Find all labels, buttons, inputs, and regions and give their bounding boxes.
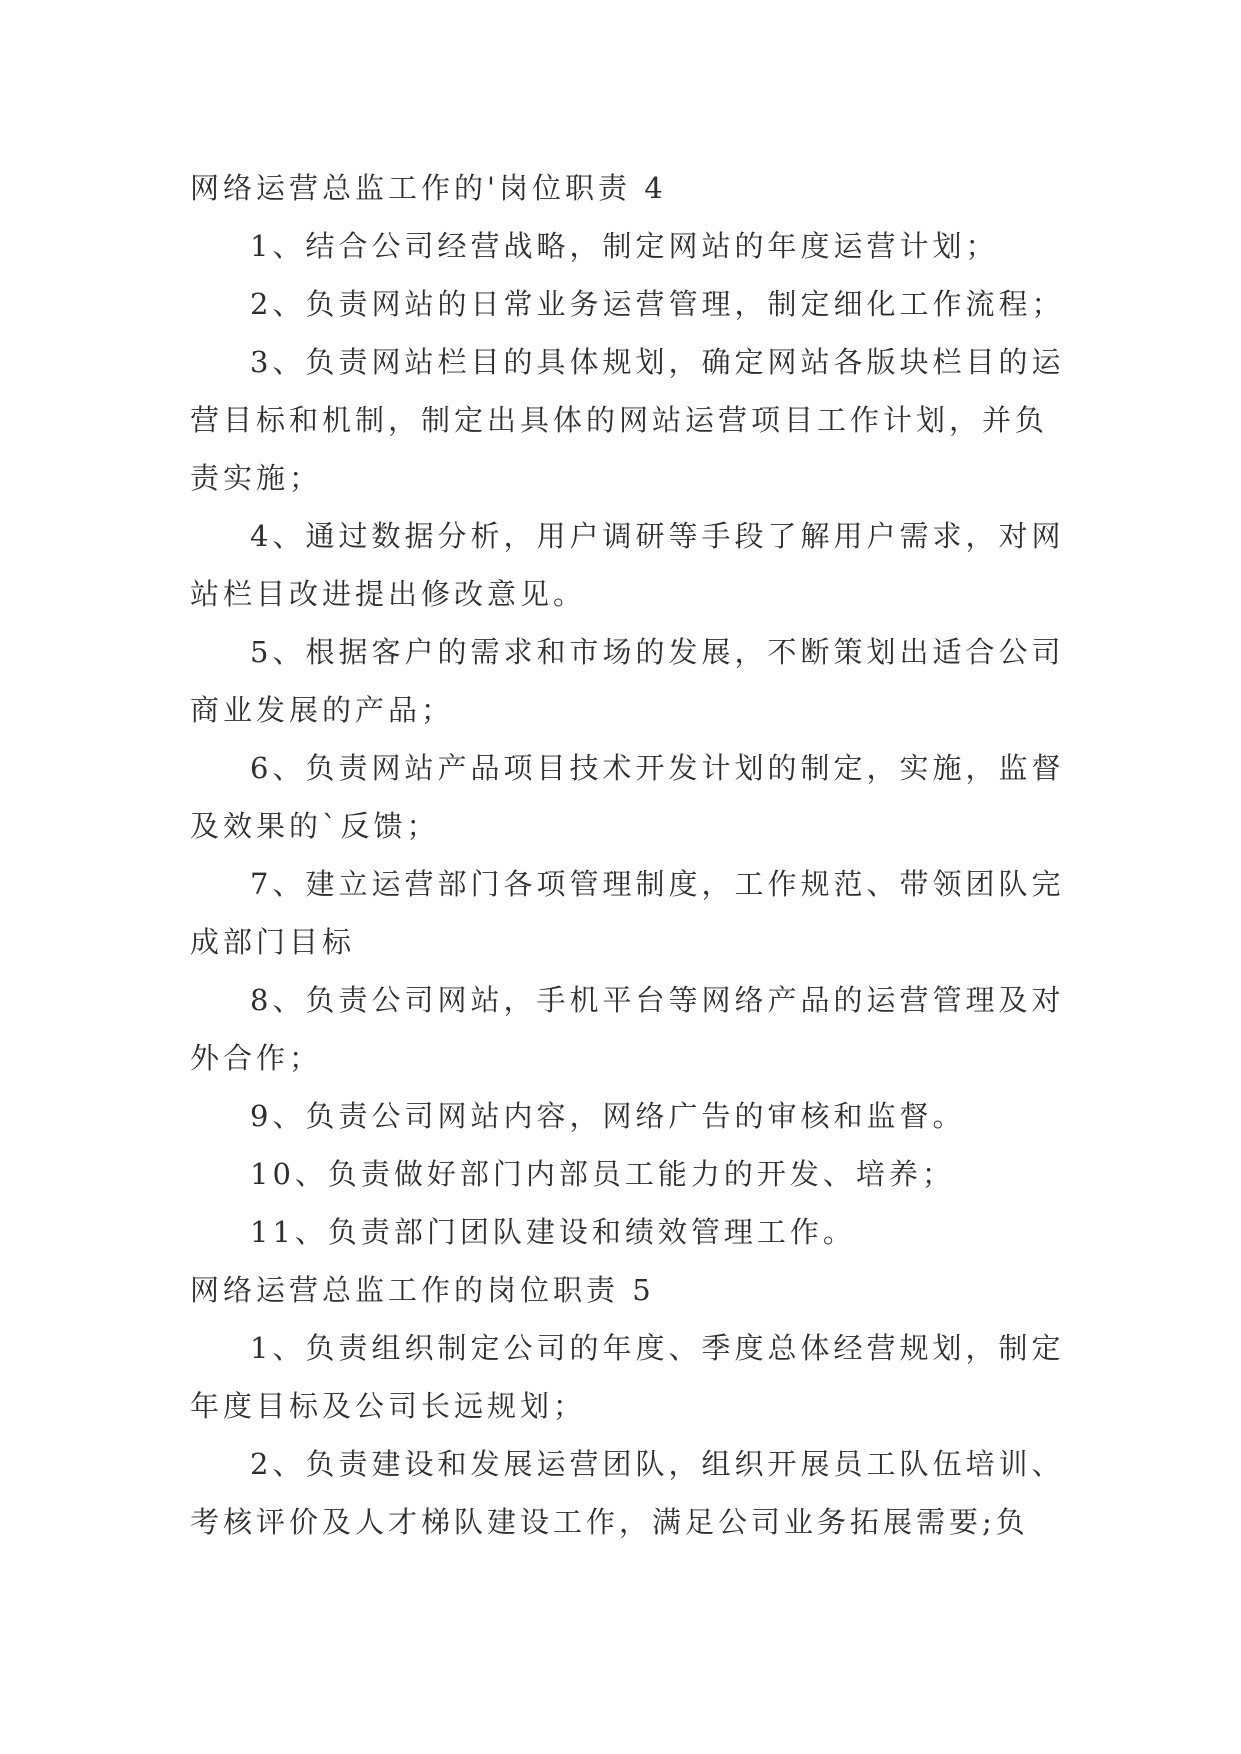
paragraph-5-1: 1、负责组织制定公司的年度、季度总体经营规划，制定年度目标及公司长远规划；	[190, 1331, 1065, 1423]
paragraph-4-11: 11、负责部门团队建设和绩效管理工作。	[250, 1215, 856, 1249]
paragraph-4-7: 7、建立运营部门各项管理制度，工作规范、带领团队完成部门目标	[190, 867, 1065, 959]
paragraph-4-9: 9、负责公司网站内容，网络广告的审核和监督。	[250, 1099, 966, 1133]
section-heading-4: 网络运营总监工作的'岗位职责 4	[190, 171, 667, 205]
paragraph-4-2: 2、负责网站的日常业务运营管理，制定细化工作流程；	[250, 287, 1065, 321]
section-heading-5: 网络运营总监工作的岗位职责 5	[190, 1273, 655, 1307]
paragraph-4-3: 3、负责网站栏目的具体规划，确定网站各版块栏目的运营目标和机制，制定出具体的网站运营项目工作计划，并负责实施；	[190, 345, 1065, 495]
paragraph-4-1: 1、结合公司经营战略，制定网站的年度运营计划；	[250, 229, 999, 263]
paragraph-4-10: 10、负责做好部门内部员工能力的开发、培养；	[250, 1157, 955, 1191]
paragraph-4-5: 5、根据客户的需求和市场的发展，不断策划出适合公司商业发展的产品；	[190, 635, 1065, 727]
paragraph-4-6: 6、负责网站产品项目技术开发计划的制定，实施，监督及效果的`反馈；	[190, 751, 1065, 843]
paragraph-4-4: 4、通过数据分析，用户调研等手段了解用户需求，对网站栏目改进提出修改意见。	[190, 519, 1065, 611]
paragraph-5-2: 2、负责建设和发展运营团队，组织开展员工队伍培训、考核评价及人才梯队建设工作，满足公司业务拓展需要;负	[190, 1447, 1065, 1539]
paragraph-4-8: 8、负责公司网站，手机平台等网络产品的运营管理及对外合作；	[190, 983, 1065, 1075]
document-body	[190, 159, 1070, 1551]
